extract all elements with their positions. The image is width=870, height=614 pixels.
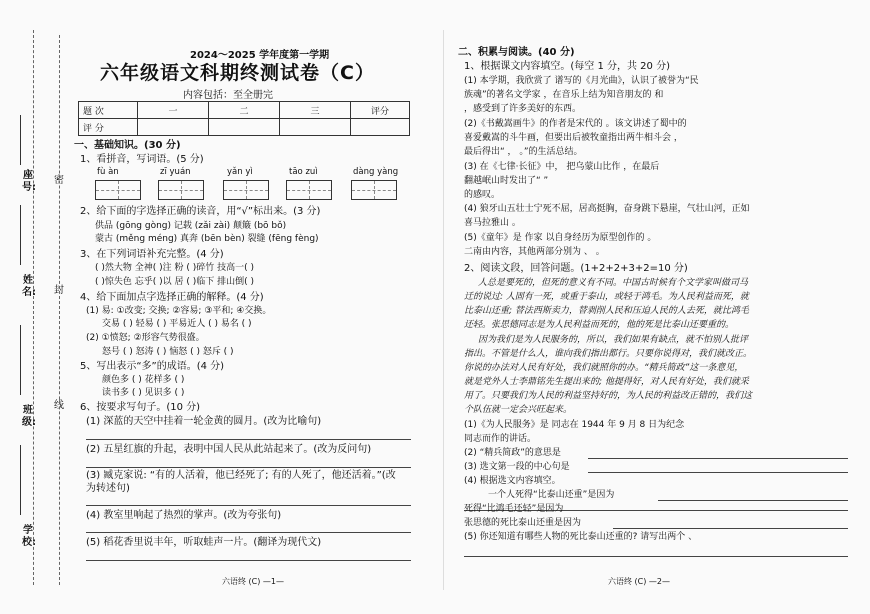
pinyin-label: fù àn (97, 167, 119, 177)
question-line[interactable]: 一个人死得“比泰山还重”是因为 (488, 490, 615, 500)
score-cell[interactable] (138, 119, 209, 136)
binding-mark-line: 线 (54, 400, 64, 411)
score-cell[interactable] (209, 119, 280, 136)
score-table-header: 评分 (351, 102, 410, 119)
fill-blank-line[interactable]: (5)《童年》是 作家 以自身经历为原型创作的 。 (464, 233, 657, 243)
r3-prompt: 2、阅读文段，回答问题。(1+2+2+3+2=10 分) (464, 263, 688, 274)
exam-page-2 (448, 0, 870, 614)
score-cell[interactable] (280, 119, 351, 136)
q6-item: (4) 教室里响起了热烈的掌声。(改为夸张句) (86, 510, 282, 521)
pinyin-label: tāo zuì (289, 167, 318, 177)
answer-line[interactable] (613, 528, 848, 529)
q2-line[interactable]: 供品 (gōng gòng) 记载 (zǎi zài) 颠簸 (bō bǒ) (95, 221, 287, 231)
answer-line[interactable] (86, 467, 411, 468)
q3-line[interactable]: ( )惊失色 忘乎( )以 居 ( )临下 排山倒( ) (95, 277, 254, 287)
question-line[interactable]: (1)《为人民服务》是 同志在 1944 年 9 月 8 日为纪念 (464, 420, 685, 430)
passage-line: 因为我们是为人民服务的，所以，我们如果有缺点，就不怕别人批评 (478, 335, 749, 345)
fill-blank-line[interactable]: (2)《书戴嵩画牛》的作者是宋代的 。该文讲述了蜀中的 (464, 119, 687, 129)
q4-prompt: 4、给下面加点字选择正确的解释。(4 分) (80, 292, 264, 303)
pinyin-answer-box[interactable] (95, 180, 141, 200)
question-line[interactable]: 同志而作的讲话。 (464, 434, 537, 444)
passage-line: 你说的办法对人民有好处，我们就照你的办。“精兵简政”这一条意见， (464, 363, 744, 373)
seat-blank[interactable] (20, 115, 21, 165)
q2-line[interactable]: 蒙古 (měng méng) 真奔 (bēn bèn) 裂缝 (fēng fèng) (95, 234, 319, 244)
passage-line: 就是党外人士李鼎铭先生提出来的; 他提得好，对人民有好处，我们就采 (464, 377, 749, 387)
pinyin-answer-box[interactable] (158, 180, 204, 200)
q6-item: (3) 臧克家说: “有的人活着，他已经死了; 有的人死了，他还活着。”(改 (86, 470, 396, 481)
pinyin-label: yǎn yì (227, 167, 253, 177)
pinyin-label: dàng yàng (353, 167, 399, 177)
binding-mark-dense: 密 (54, 175, 64, 186)
page-divider (443, 30, 444, 590)
q6-item: (5) 稻花香里说丰年，听取蛙声一片。(翻译为现代文) (86, 537, 322, 548)
q4-line[interactable]: 怒号 ( ) 怒涛 ( ) 恼怒 ( ) 怒斥 ( ) (102, 347, 234, 357)
page-footer: 六语终 (C) —2— (608, 577, 671, 586)
fill-blank-line[interactable]: (1) 本学期，我欣赏了 谱写的《月光曲》，认识了被誉为“民 (464, 76, 699, 86)
score-table (78, 101, 410, 136)
passage-line: 用了。只要我们为人民的利益坚持好的，为人民的利益改正错的，我们这 (464, 391, 753, 401)
passage-line: 个队伍就一定会兴旺起来。 (464, 405, 573, 415)
passage-line: 人总是要死的，但死的意义有不同。中国古时候有个文学家叫做司马 (478, 278, 749, 288)
answer-line[interactable] (588, 458, 848, 459)
exam-scope: 内容包括：至全册完 (183, 90, 273, 101)
binding-line-outer (33, 30, 34, 585)
page-footer: 六语终 (C) —1— (222, 577, 285, 586)
fill-blank-line[interactable]: 族魂”的著名文学家 ，在音乐上结为知音朋友的 和 (464, 90, 664, 100)
class-label: 班级: (22, 405, 36, 428)
answer-line[interactable] (86, 505, 411, 506)
q4-options: (2) ①愤怒; ②形容气势很盛。 (86, 333, 205, 343)
score-row-label: 评 分 (79, 119, 138, 136)
fill-blank-line[interactable]: ，感受到了许多美好的东西。 (464, 104, 582, 114)
fill-blank-line[interactable]: 喜爱戴嵩的斗牛画，但要出后被牧童指出两牛相斗会 ， (464, 133, 683, 143)
q3-line[interactable]: ( )然大物 全神( )注 粉 ( )碎竹 技高一( ) (95, 263, 254, 273)
question-line[interactable]: (5) 你还知道有哪些人物的死比泰山还重的? 请写出两个 、 (464, 532, 698, 542)
answer-line[interactable] (464, 556, 848, 557)
q5-prompt: 5、写出表示“多”的成语。(4 分) (80, 361, 225, 372)
q6-item: (1) 深蓝的天空中挂着一轮金黄的圆月。(改为比喻句) (86, 416, 322, 427)
score-table-header: 二 (209, 102, 280, 119)
score-table-header: 三 (280, 102, 351, 119)
passage-line: 指出。不管是什么人，谁向我们指出都行。只要你说得对，我们就改正。 (464, 349, 753, 359)
score-table-header-row (79, 102, 410, 119)
score-table-header: 题 次 (79, 102, 138, 119)
pinyin-answer-box[interactable] (223, 180, 269, 200)
passage-line: 迁的说过: 人固有一死，或重于泰山，或轻于鸿毛。为人民利益而死，就 (464, 292, 749, 302)
answer-line[interactable] (86, 560, 411, 561)
pinyin-answer-box[interactable] (351, 180, 397, 200)
fill-blank-line[interactable]: 喜马拉雅山 。 (464, 218, 521, 228)
school-blank[interactable] (20, 445, 21, 515)
q1-prompt: 1、看拼音，写词语。(5 分) (80, 154, 204, 165)
fill-blank-line[interactable]: 二南由内容，其他两部分别为 、 。 (464, 247, 605, 257)
answer-line[interactable] (588, 472, 848, 473)
question-line[interactable]: 张思德的死比泰山还重是因为 (464, 518, 582, 528)
passage-line: 比泰山还重; 替法西斯卖力，替剥削人民和压迫人民的人去死，就比鸿毛 (464, 306, 749, 316)
question-line[interactable]: 死得“比鸿毛还轻”是因为 (464, 504, 564, 514)
answer-line[interactable] (86, 532, 411, 533)
q6-prompt: 6、按要求写句子。(10 分) (80, 402, 201, 413)
name-blank[interactable] (20, 205, 21, 265)
binding-mark-seal: 封 (54, 285, 64, 296)
answer-line[interactable] (86, 439, 411, 440)
q6-item: (2) 五星红旗的升起，表明中国人民从此站起来了。(改为反问句) (86, 444, 372, 455)
binding-line-inner (59, 35, 60, 585)
school-label: 学校: (22, 525, 36, 548)
name-label: 姓名: (22, 275, 36, 298)
score-table-header: 一 (138, 102, 209, 119)
q5-line[interactable]: 颜色多 ( ) 花样多 ( ) (102, 375, 185, 385)
fill-blank-line[interactable]: 最后得出“ ， 。”的生活总结。 (464, 147, 583, 157)
year-term: 2024～2025 学年度第一学期 (190, 50, 330, 61)
q3-prompt: 3、在下列词语补充完整。(4 分) (80, 249, 224, 260)
section-1-heading: 一、基础知识。(30 分) (74, 140, 181, 151)
q6-item: 为转述句) (86, 483, 130, 494)
score-table-row (79, 119, 410, 136)
fill-blank-line[interactable]: (3) 在《七律·长征》中， 把乌蒙山比作 ，在最后 (464, 162, 660, 172)
seat-label: 座号: (22, 170, 36, 193)
q2-prompt: 2、给下面的字选择正确的读音，用“√”标出来。(3 分) (80, 206, 321, 217)
q4-line[interactable]: 交易 ( ) 轻易 ( ) 平易近人 ( ) 易名 ( ) (102, 319, 252, 329)
question-line: (4) 根据选文内容填空。 (464, 476, 561, 486)
score-cell[interactable] (351, 119, 410, 136)
pinyin-label: zī yuán (160, 167, 191, 177)
passage-line: 还轻。张思德同志是为人民利益而死的，他的死是比泰山还要重的。 (464, 320, 735, 330)
question-line[interactable]: (2) “精兵简政”的意思是 (464, 448, 561, 458)
fill-blank-line: 的感叹。 (464, 190, 501, 200)
class-blank[interactable] (20, 325, 21, 395)
q5-line[interactable]: 读书多 ( ) 见识多 ( ) (102, 388, 185, 398)
question-line[interactable]: (3) 选文第一段的中心句是 (464, 462, 570, 472)
fill-blank-line[interactable]: 翻越岷山时发出了“ ” (464, 176, 549, 186)
q4-options: (1) 易: ①改变; 交换; ②容易; ③平和; ④交换。 (86, 306, 272, 316)
fill-blank-line: (4) 狼牙山五壮士宁死不屈，居高挺胸，奋身跳下悬崖，气壮山河，正如 (464, 204, 750, 214)
r1-prompt: 1、根据课文内容填空。(每空 1 分，共 20 分) (464, 61, 670, 72)
answer-line[interactable] (658, 500, 848, 501)
exam-title: 六年级语文科期终测试卷（C） (100, 62, 375, 84)
section-2-heading: 二、积累与阅读。(40 分) (458, 47, 575, 58)
pinyin-answer-box[interactable] (286, 180, 332, 200)
